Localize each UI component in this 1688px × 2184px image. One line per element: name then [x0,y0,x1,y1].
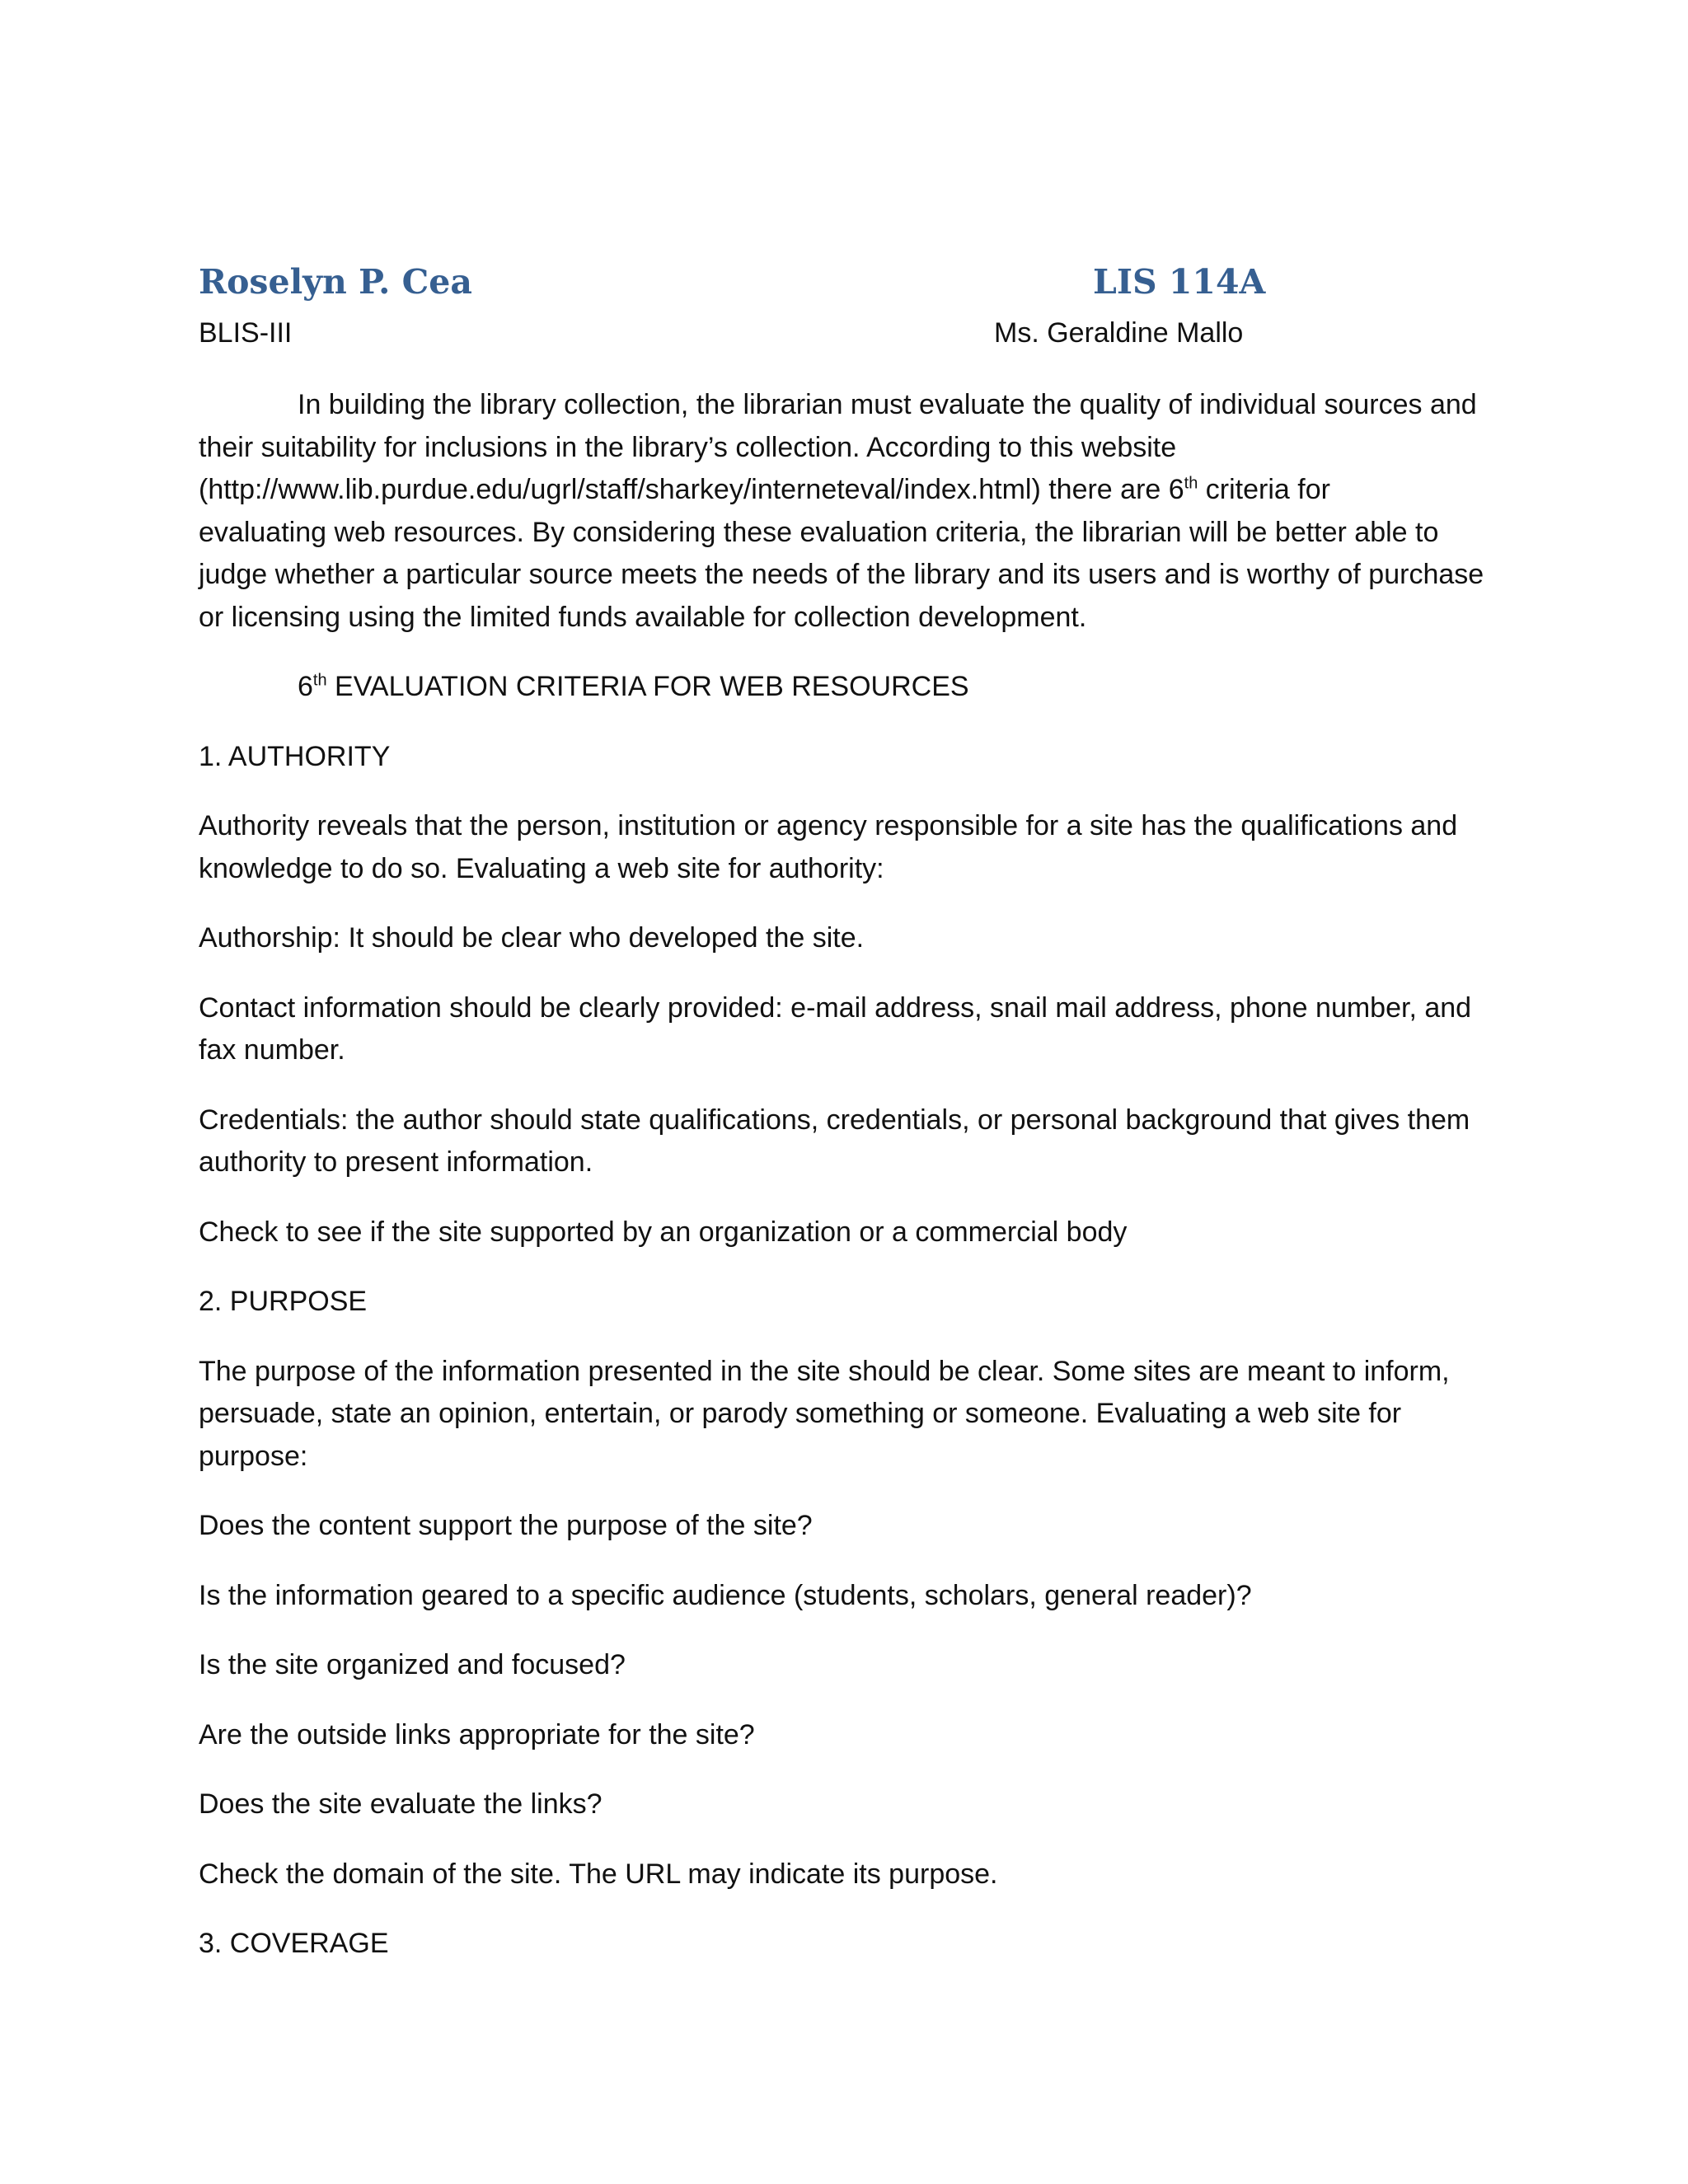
authority-desc-line: knowledge to do so. Evaluating a web site for authority: [199,852,884,884]
document-body [199,384,1501,1993]
organization-check-item: Check to see if the site supported by an organization or a commercial body [199,1216,1128,1248]
purpose-description [199,1351,1501,1479]
instructor-name: Ms. Geraldine Mallo [994,317,1244,349]
purpose-heading: 2. PURPOSE [199,1286,368,1317]
coverage-heading: 3. COVERAGE [199,1928,389,1959]
section-title-number: 6 [298,671,313,702]
purpose-desc-line: persuade, state an opinion, entertain, or parody something or someone. Evaluating a web site for [199,1398,1402,1429]
author-name: Roselyn P. Cea [199,262,472,302]
purpose-question: Check the domain of the site. The URL may indicate its purpose. [199,1858,998,1890]
credentials-line: Credentials: the author should state qualifications, credentials, or personal background that gives them [199,1104,1470,1136]
intro-line [199,469,1501,512]
program-label: BLIS-III [199,317,293,349]
ordinal-suffix: th [312,671,327,690]
section-title [199,666,1501,709]
intro-line: evaluating web resources. By considering these evaluation criteria, the librarian will be better able to [199,516,1439,548]
purpose-question: Are the outside links appropriate for the site? [199,1718,755,1750]
section-title-text: EVALUATION CRITERIA FOR WEB RESOURCES [326,671,969,702]
authority-desc-line: Authority reveals that the person, institution or agency responsible for a site has the qualifications and [199,810,1458,841]
intro-line: their suitability for inclusions in the library’s collection. According to this website [199,431,1177,463]
ordinal-suffix: th [1184,474,1198,493]
credentials-item [199,1099,1501,1184]
intro-line: or licensing using the limited funds available for collection development. [199,601,1087,633]
intro-url-text: (http://www.lib.purdue.edu/ugrl/staff/sharkey/interneteval/index.html) there are 6 [199,474,1184,505]
intro-line: judge whether a particular source meets the needs of the library and its users and is worthy of purchase [199,559,1484,590]
contact-line: fax number. [199,1034,345,1066]
purpose-desc-line: purpose: [199,1440,308,1472]
purpose-question: Is the information geared to a specific audience (students, scholars, general reader)? [199,1579,1252,1611]
purpose-question: Does the site evaluate the links? [199,1788,603,1820]
purpose-question: Does the content support the purpose of the site? [199,1510,813,1541]
course-code: LIS 114A [1093,262,1266,302]
credentials-line: authority to present information. [199,1146,593,1178]
intro-line: In building the library collection, the librarian must evaluate the quality of individual sources and [298,389,1477,420]
authority-heading: 1. AUTHORITY [199,740,391,772]
intro-paragraph [199,384,1501,639]
purpose-question: Is the site organized and focused? [199,1649,626,1680]
authorship-item: Authorship: It should be clear who developed the site. [199,922,865,954]
contact-item [199,987,1501,1072]
contact-line: Contact information should be clearly provided: e-mail address, snail mail address, phone number, and [199,991,1472,1024]
purpose-desc-line: The purpose of the information presented in the site should be clear. Some sites are meant to inform, [199,1355,1450,1387]
intro-line-end: criteria for [1198,474,1330,505]
authority-description [199,805,1501,890]
